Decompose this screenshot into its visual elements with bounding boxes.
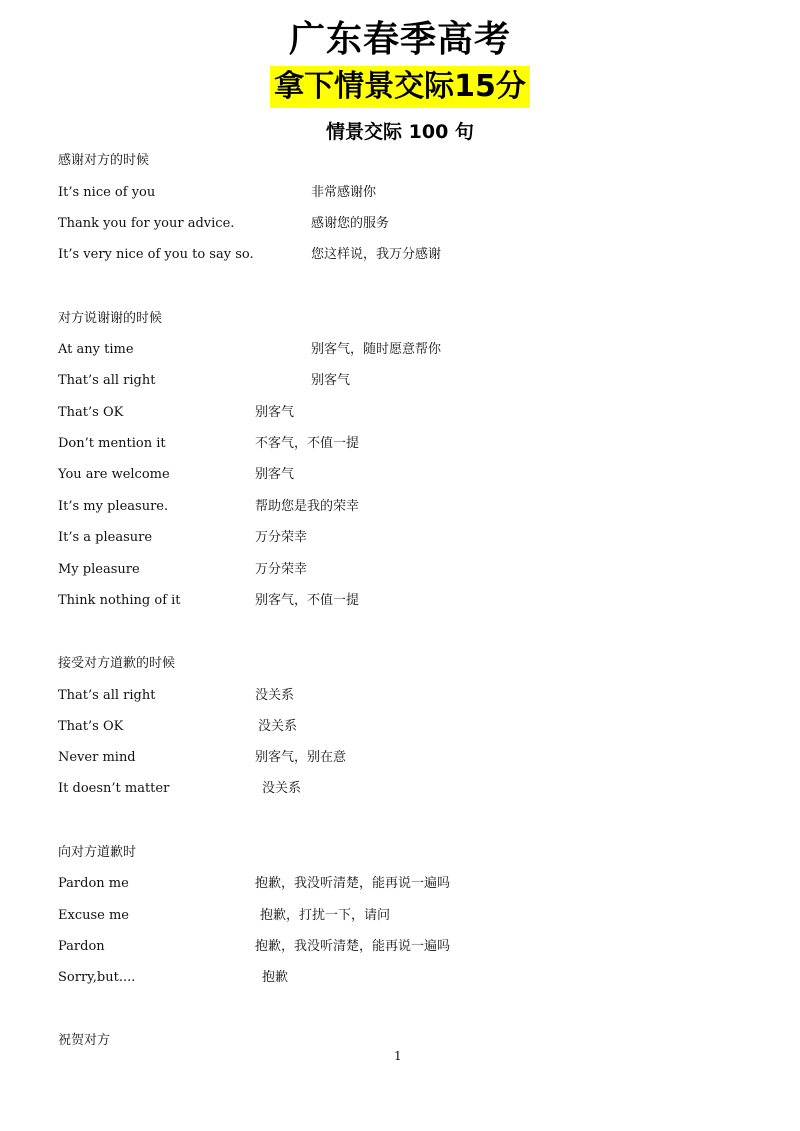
english-phrase: Thank you for your advice. [58, 216, 235, 231]
chinese-translation: 没关系 [258, 719, 298, 734]
subtitle-wrapper [0, 66, 800, 108]
chinese-translation: 别客气，别在意 [255, 750, 347, 765]
english-phrase: It’s my pleasure. [58, 499, 169, 514]
english-phrase: Sorry,but.... [58, 970, 136, 985]
english-phrase: It doesn’t matter [58, 781, 170, 796]
chinese-translation: 帮助您是我的荣幸 [255, 499, 360, 514]
chinese-translation: 没关系 [262, 781, 302, 796]
chinese-translation: 抱歉，我没听清楚，能再说一遍吗 [255, 939, 451, 954]
english-phrase: It’s nice of you [58, 185, 156, 200]
english-phrase: That’s OK [58, 719, 124, 734]
chinese-translation: 别客气，随时愿意帮你 [311, 342, 442, 357]
english-phrase: At any time [58, 342, 134, 357]
english-phrase: You are welcome [58, 467, 170, 482]
section-heading: 情景交际 100 句 [326, 121, 474, 143]
chinese-translation: 别客气 [255, 405, 295, 420]
english-phrase: It’s a pleasure [58, 530, 153, 545]
chinese-translation: 万分荣幸 [255, 530, 308, 545]
chinese-translation: 别客气，不值一提 [255, 593, 360, 608]
page-number: 1 [394, 1049, 402, 1063]
highlighted-subtitle: 拿下情景交际15分 [270, 66, 530, 108]
english-phrase: That’s OK [58, 405, 124, 420]
chinese-translation: 别客气 [311, 373, 351, 388]
english-phrase: My pleasure [58, 562, 140, 577]
section-title: 对方说谢谢的时候 [58, 311, 163, 326]
english-phrase: That’s all right [58, 688, 156, 703]
chinese-translation: 非常感谢你 [311, 185, 377, 200]
section-title: 向对方道歉时 [58, 845, 137, 860]
chinese-translation: 没关系 [255, 688, 295, 703]
english-phrase: Think nothing of it [58, 593, 181, 608]
section-title: 感谢对方的时候 [58, 153, 150, 168]
english-phrase: Pardon me [58, 876, 129, 891]
chinese-translation: 抱歉，打扰一下，请问 [260, 908, 391, 923]
chinese-translation: 不客气，不值一提 [255, 436, 360, 451]
english-phrase: Excuse me [58, 908, 129, 923]
chinese-translation: 您这样说，我万分感谢 [311, 247, 442, 262]
chinese-translation: 万分荣幸 [255, 562, 308, 577]
english-phrase: Don’t mention it [58, 436, 166, 451]
english-phrase: Pardon [58, 939, 105, 954]
english-phrase: Never mind [58, 750, 136, 765]
section-title: 接受对方道歉的时候 [58, 656, 176, 671]
chinese-translation: 别客气 [255, 467, 295, 482]
english-phrase: It’s very nice of you to say so. [58, 247, 254, 262]
section-title: 祝贺对方 [58, 1033, 111, 1048]
chinese-translation: 抱歉 [262, 970, 289, 985]
chinese-translation: 抱歉，我没听清楚，能再说一遍吗 [255, 876, 451, 891]
chinese-translation: 感谢您的服务 [311, 216, 390, 231]
english-phrase: That’s all right [58, 373, 156, 388]
document-title: 广东春季高考 [288, 19, 511, 60]
